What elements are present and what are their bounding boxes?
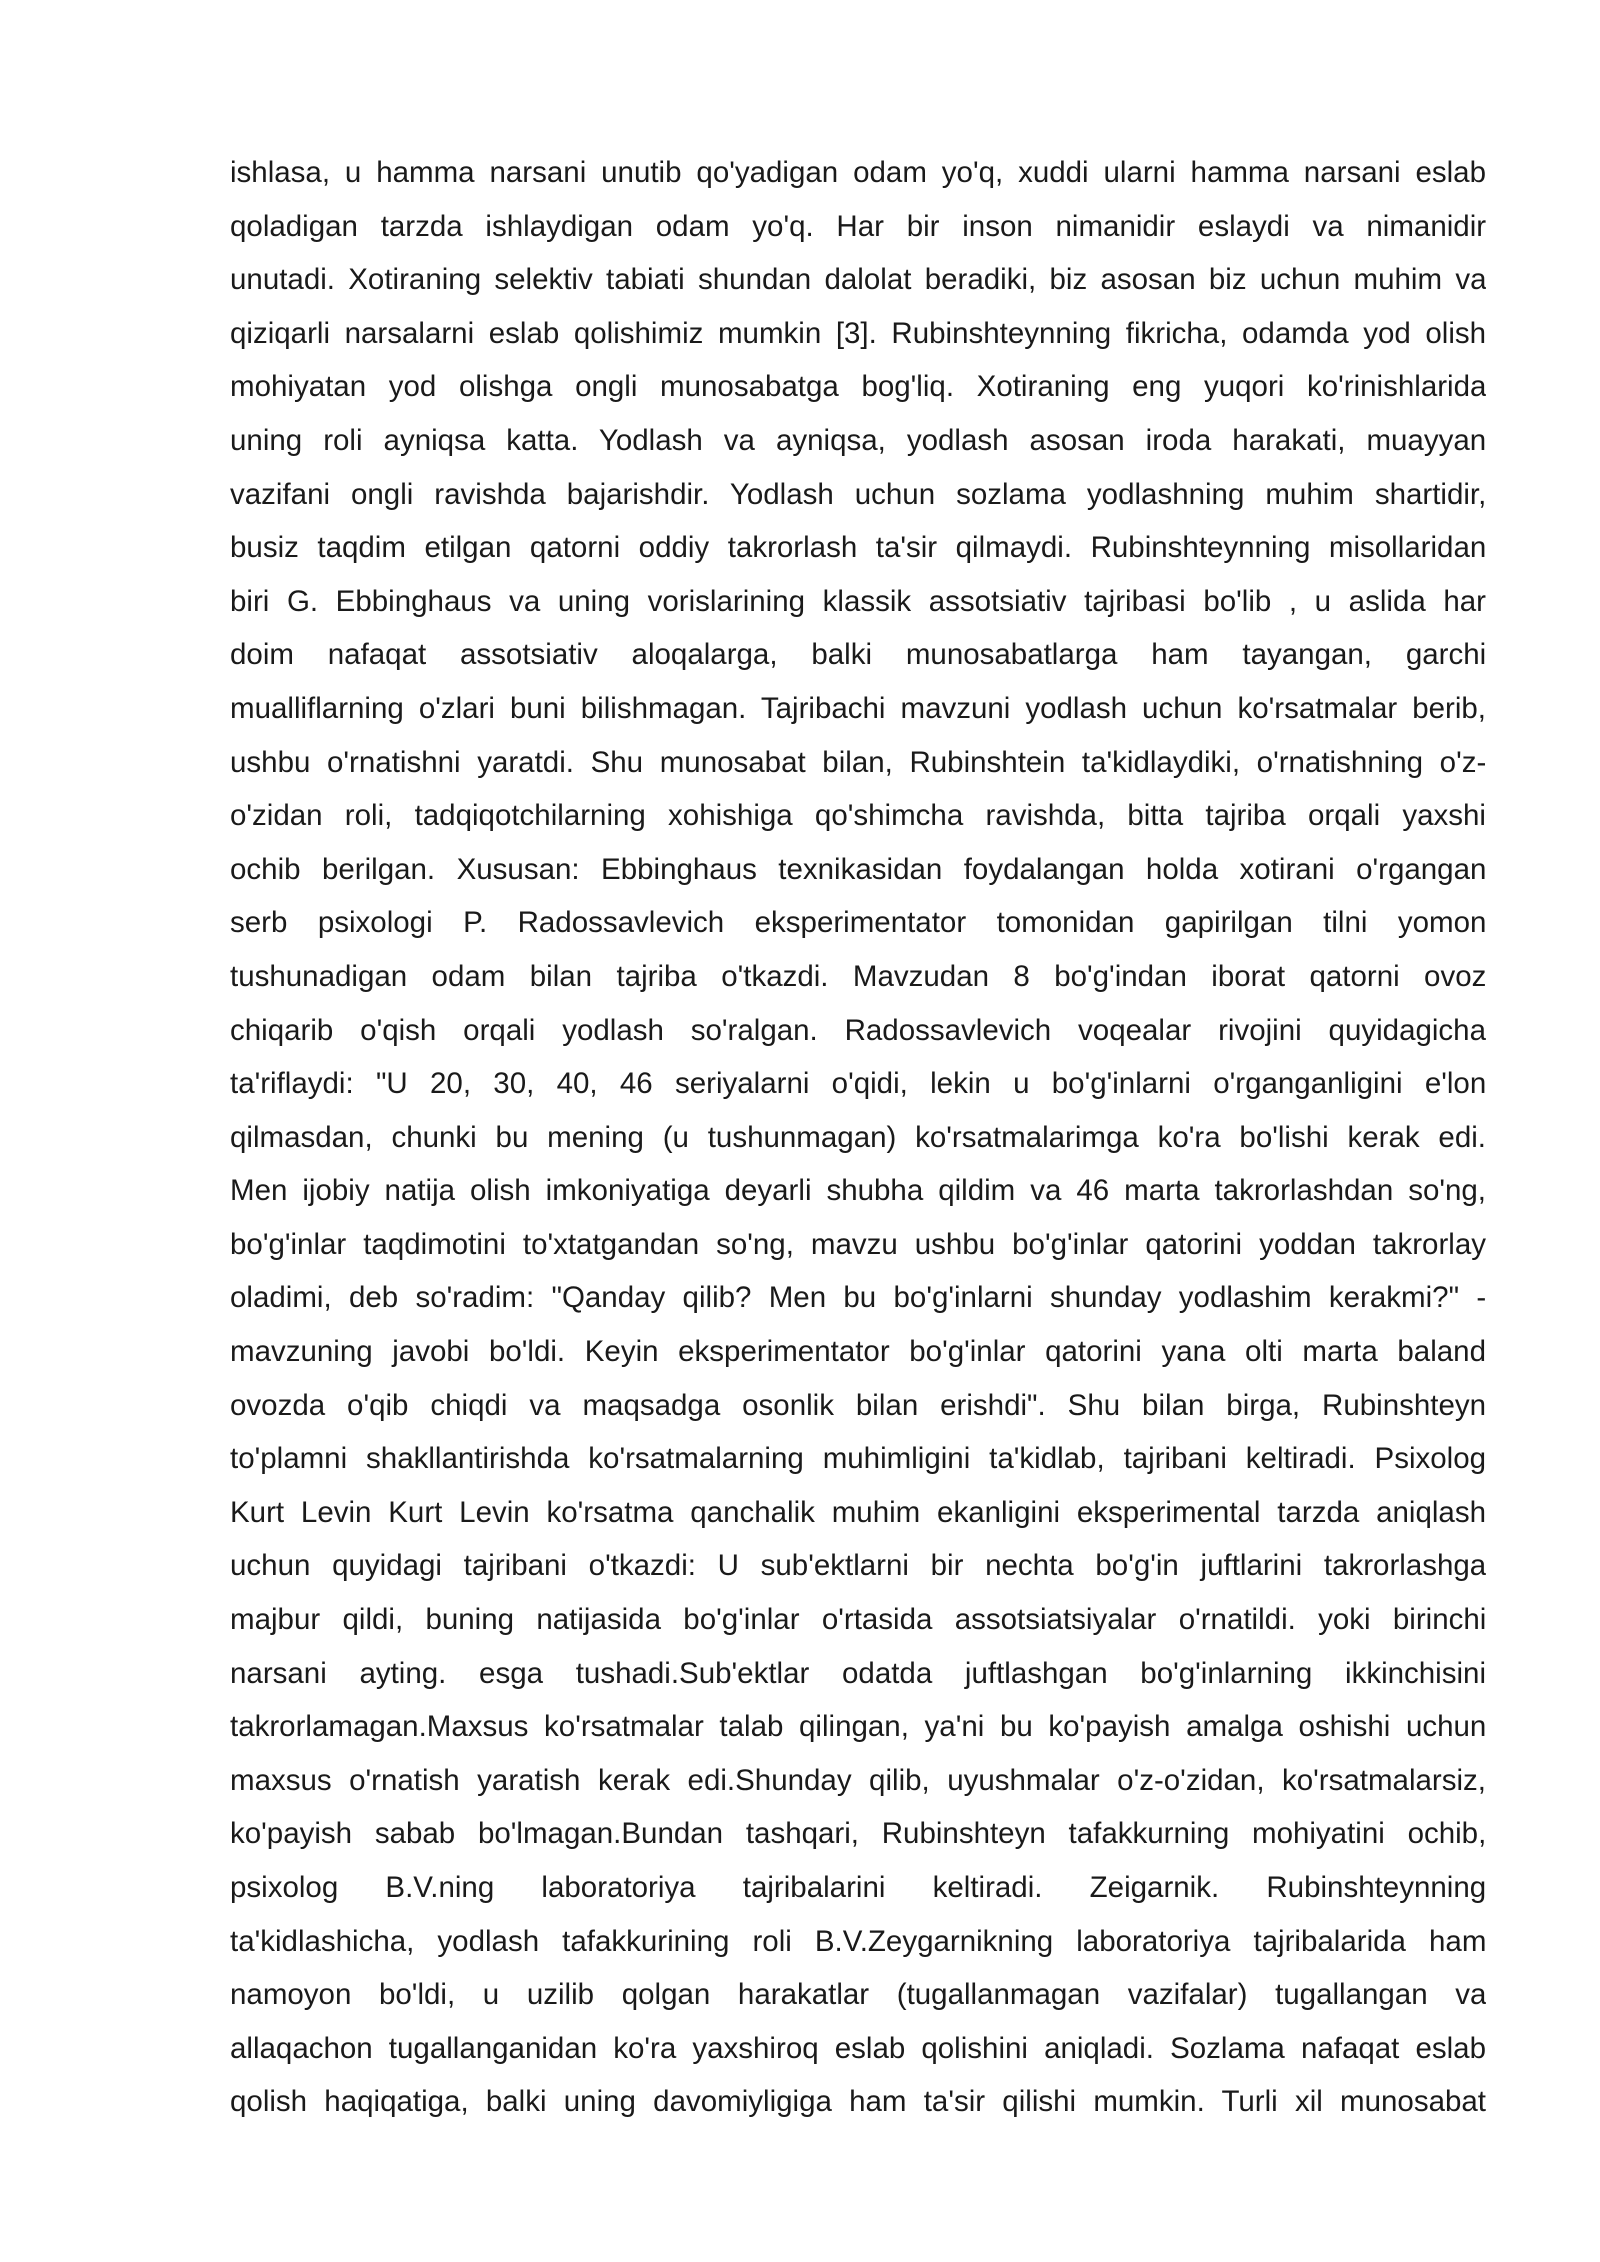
text-line: mualliflarning o'zlari buni bilishmagan. Tajribachi mavzuni yodlash uchun ko'rsatmalar berib,: [230, 691, 1486, 725]
text-line: serb psixologi P. Radossavlevich eksperimentator tomonidan gapirilgan tilni yomon: [230, 906, 1486, 940]
text-line: Men ijobiy natija olish imkoniyatiga deyarli shubha qildim va 46 marta takrorlashdan so'ng,: [230, 1174, 1486, 1208]
text-line: uning roli ayniqsa katta. Yodlash va ayniqsa, yodlash asosan iroda harakati, muayyan: [230, 423, 1486, 457]
text-line: chiqarib o'qish orqali yodlash so'ralgan. Radossavlevich voqealar rivojini quyidagicha: [230, 1013, 1486, 1047]
text-line: Kurt Levin Kurt Levin ko'rsatma qanchalik muhim ekanligini eksperimental tarzda aniqlash: [230, 1495, 1486, 1529]
text-line: qiziqarli narsalarni eslab qolishimiz mumkin [3]. Rubinshteynning fikricha, odamda yod olish: [230, 316, 1486, 350]
text-line: tushunadigan odam bilan tajriba o'tkazdi. Mavzudan 8 bo'g'indan iborat qatorni ovoz: [230, 959, 1486, 993]
text-line: ko'payish sabab bo'lmagan.Bundan tashqari, Rubinshteyn tafakkurning mohiyatini ochib,: [230, 1817, 1486, 1851]
text-line: ta'kidlashicha, yodlash tafakkurining roli B.V.Zeygarnikning laboratoriya tajribalarida ham: [230, 1924, 1486, 1958]
text-line: takrorlamagan.Maxsus ko'rsatmalar talab qilingan, ya'ni bu ko'payish amalga oshishi uchun: [230, 1710, 1486, 1744]
text-line: mohiyatan yod olishga ongli munosabatga bog'liq. Xotiraning eng yuqori ko'rinishlarida: [230, 370, 1486, 404]
text-line: narsani ayting. esga tushadi.Sub'ektlar odatda juftlashgan bo'g'inlarning ikkinchisini: [230, 1656, 1486, 1690]
text-line: allaqachon tugallanganidan ko'ra yaxshiroq eslab qolishini aniqladi. Sozlama nafaqat eslab: [230, 2031, 1486, 2065]
text-line: majbur qildi, buning natijasida bo'g'inlar o'rtasida assotsiatsiyalar o'rnatildi. yoki birinchi: [230, 1603, 1486, 1637]
text-line: bo'g'inlar taqdimotini to'xtatgandan so'ng, mavzu ushbu bo'g'inlar qatorini yoddan takrorlay: [230, 1227, 1486, 1261]
text-line: qilmasdan, chunki bu mening (u tushunmagan) ko'rsatmalarimga ko'ra bo'lishi kerak edi.: [230, 1120, 1486, 1154]
text-line: to'plamni shakllantirishda ko'rsatmalarning muhimligini ta'kidlab, tajribani keltiradi. Psixolog: [230, 1442, 1486, 1476]
text-line: oladimi, deb so'radim: "Qanday qilib? Men bu bo'g'inlarni shunday yodlashim kerakmi?" -: [230, 1281, 1486, 1315]
body-text: [230, 146, 1486, 2129]
text-line: ochib berilgan. Xususan: Ebbinghaus texnikasidan foydalangan holda xotirani o'rgangan: [230, 852, 1486, 886]
text-line: ushbu o'rnatishni yaratdi. Shu munosabat bilan, Rubinshtein ta'kidlaydiki, o'rnatishning o'z-: [230, 745, 1486, 779]
text-line: vazifani ongli ravishda bajarishdir. Yodlash uchun sozlama yodlashning muhim shartidir,: [230, 477, 1486, 511]
text-line: maxsus o'rnatish yaratish kerak edi.Shunday qilib, uyushmalar o'z-o'zidan, ko'rsatmalarsiz,: [230, 1763, 1486, 1797]
text-line: qoladigan tarzda ishlaydigan odam yo'q. Har bir inson nimanidir eslaydi va nimanidir: [230, 209, 1486, 243]
text-line: uchun quyidagi tajribani o'tkazdi: U sub'ektlarni bir nechta bo'g'in juftlarini takrorlashga: [230, 1549, 1486, 1583]
text-line: ishlasa, u hamma narsani unutib qo'yadigan odam yo'q, xuddi ularni hamma narsani eslab: [230, 156, 1486, 189]
text-line: o'zidan roli, tadqiqotchilarning xohishiga qo'shimcha ravishda, bitta tajriba orqali yaxshi: [230, 799, 1486, 833]
text-line: doim nafaqat assotsiativ aloqalarga, balki munosabatlarga ham tayangan, garchi: [230, 638, 1486, 672]
text-line: busiz taqdim etilgan qatorni oddiy takrorlash ta'sir qilmaydi. Rubinshteynning misollaridan: [230, 531, 1486, 565]
text-line: ovozda o'qib chiqdi va maqsadga osonlik bilan erishdi". Shu bilan birga, Rubinshteyn: [230, 1388, 1486, 1422]
text-line: namoyon bo'ldi, u uzilib qolgan harakatlar (tugallanmagan vazifalar) tugallangan va: [230, 1978, 1486, 2012]
text-line: mavzuning javobi bo'ldi. Keyin eksperimentator bo'g'inlar qatorini yana olti marta baland: [230, 1335, 1486, 1369]
text-line: unutadi. Xotiraning selektiv tabiati shundan dalolat beradiki, biz asosan biz uchun muhim va: [230, 263, 1486, 297]
text-line: ta'riflaydi: "U 20, 30, 40, 46 seriyalarni o'qidi, lekin u bo'g'inlarni o'rganganligini e'lon: [230, 1067, 1486, 1101]
text-line: psixolog B.V.ning laboratoriya tajribalarini keltiradi. Zeigarnik. Rubinshteynning: [230, 1871, 1486, 1904]
text-line: qolish haqiqatiga, balki uning davomiyligiga ham ta'sir qilishi mumkin. Turli xil munosabat: [230, 2085, 1486, 2119]
text-line: biri G. Ebbinghaus va uning vorislarining klassik assotsiativ tajribasi bo'lib , u aslida har: [230, 584, 1486, 618]
